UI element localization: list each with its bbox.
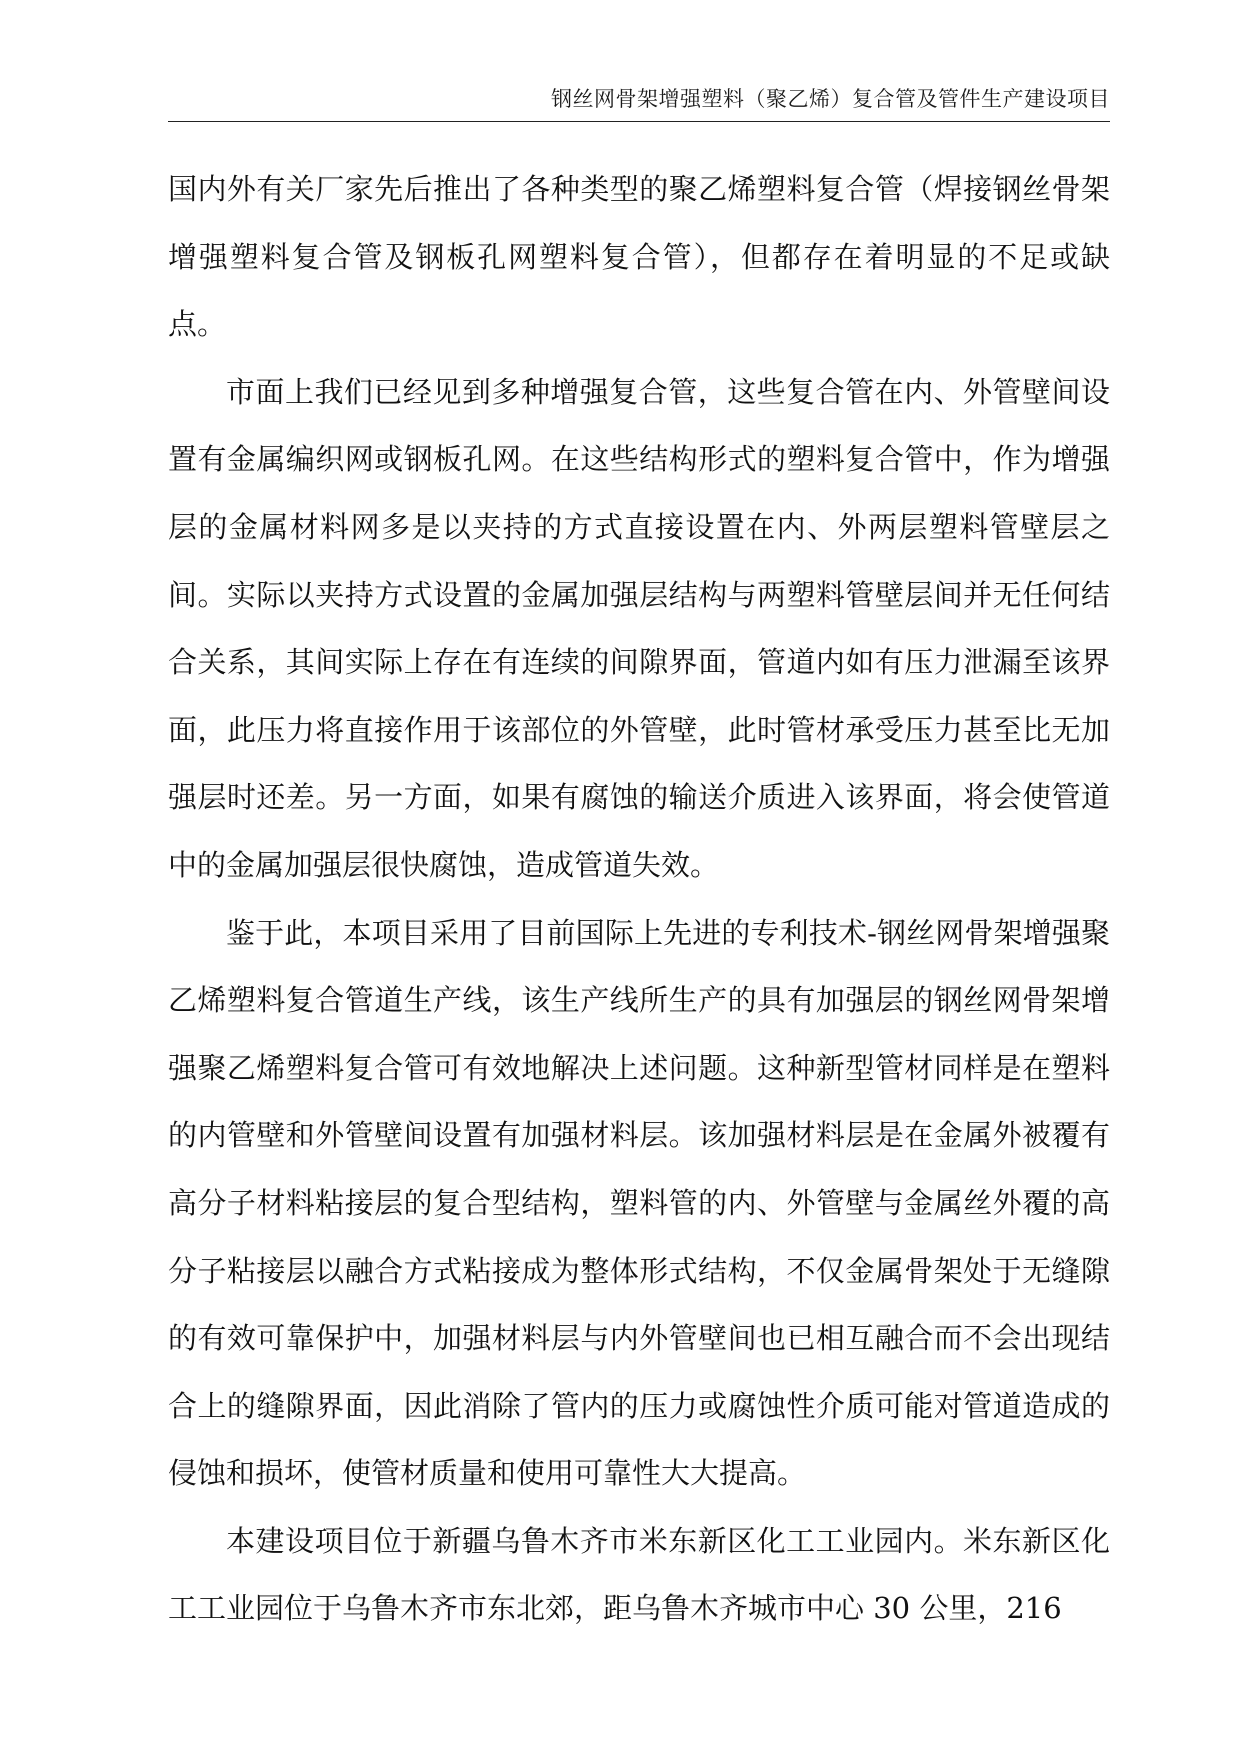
header-divider (168, 121, 1110, 122)
paragraph: 本建设项目位于新疆乌鲁木齐市米东新区化工工业园内。米东新区化工工业园位于乌鲁木齐市东北郊，距乌鲁木齐城市中心 30 公里，216 (168, 1523, 1110, 1626)
paragraph-continuation: 国内外有关厂家先后推出了各种类型的聚乙烯塑料复合管（焊接钢丝骨架增强塑料复合管及钢板孔网塑料复合管），但都存在着明显的不足或缺点。 (168, 172, 1110, 342)
paragraph: 市面上我们已经见到多种增强复合管，这些复合管在内、外管壁间设置有金属编织网或钢板孔网。在这些结构形式的塑料复合管中，作为增强层的金属材料网多是以夹持的方式直接设置在内、外两层塑料管壁层之间。实际以夹持方式设置的金属加强层结构与两塑料管壁层间并无任何结合关系，其间实际上存在有连续的间隙界面，管道内如有压力泄漏至该界面，此压力将直接作用于该部位的外管壁，此时管材承受压力甚至比无加强层时还差。另一方面，如果有腐蚀的输送介质进入该界面，将会使管道中的金属加强层很快腐蚀，造成管道失效。 (168, 374, 1110, 882)
running-header: 钢丝网骨架增强塑料（聚乙烯）复合管及管件生产建设项目 (551, 87, 1110, 111)
paragraph: 鉴于此，本项目采用了目前国际上先进的专利技术-钢丝网骨架增强聚乙烯塑料复合管道生产线，该生产线所生产的具有加强层的钢丝网骨架增强聚乙烯塑料复合管可有效地解决上述问题。这种新型管材同样是在塑料的内管壁和外管壁间设置有加强材料层。该加强材料层是在金属外被覆有高分子材料粘接层的复合型结构，塑料管的内、外管壁与金属丝外覆的高分子粘接层以融合方式粘接成为整体形式结构，不仅金属骨架处于无缝隙的有效可靠保护中，加强材料层与内外管壁间也已相互融合而不会出现结合上的缝隙界面，因此消除了管内的压力或腐蚀性介质可能对管道造成的侵蚀和损坏，使管材质量和使用可靠性大大提高。 (168, 915, 1110, 1491)
document-body (168, 156, 1110, 1643)
